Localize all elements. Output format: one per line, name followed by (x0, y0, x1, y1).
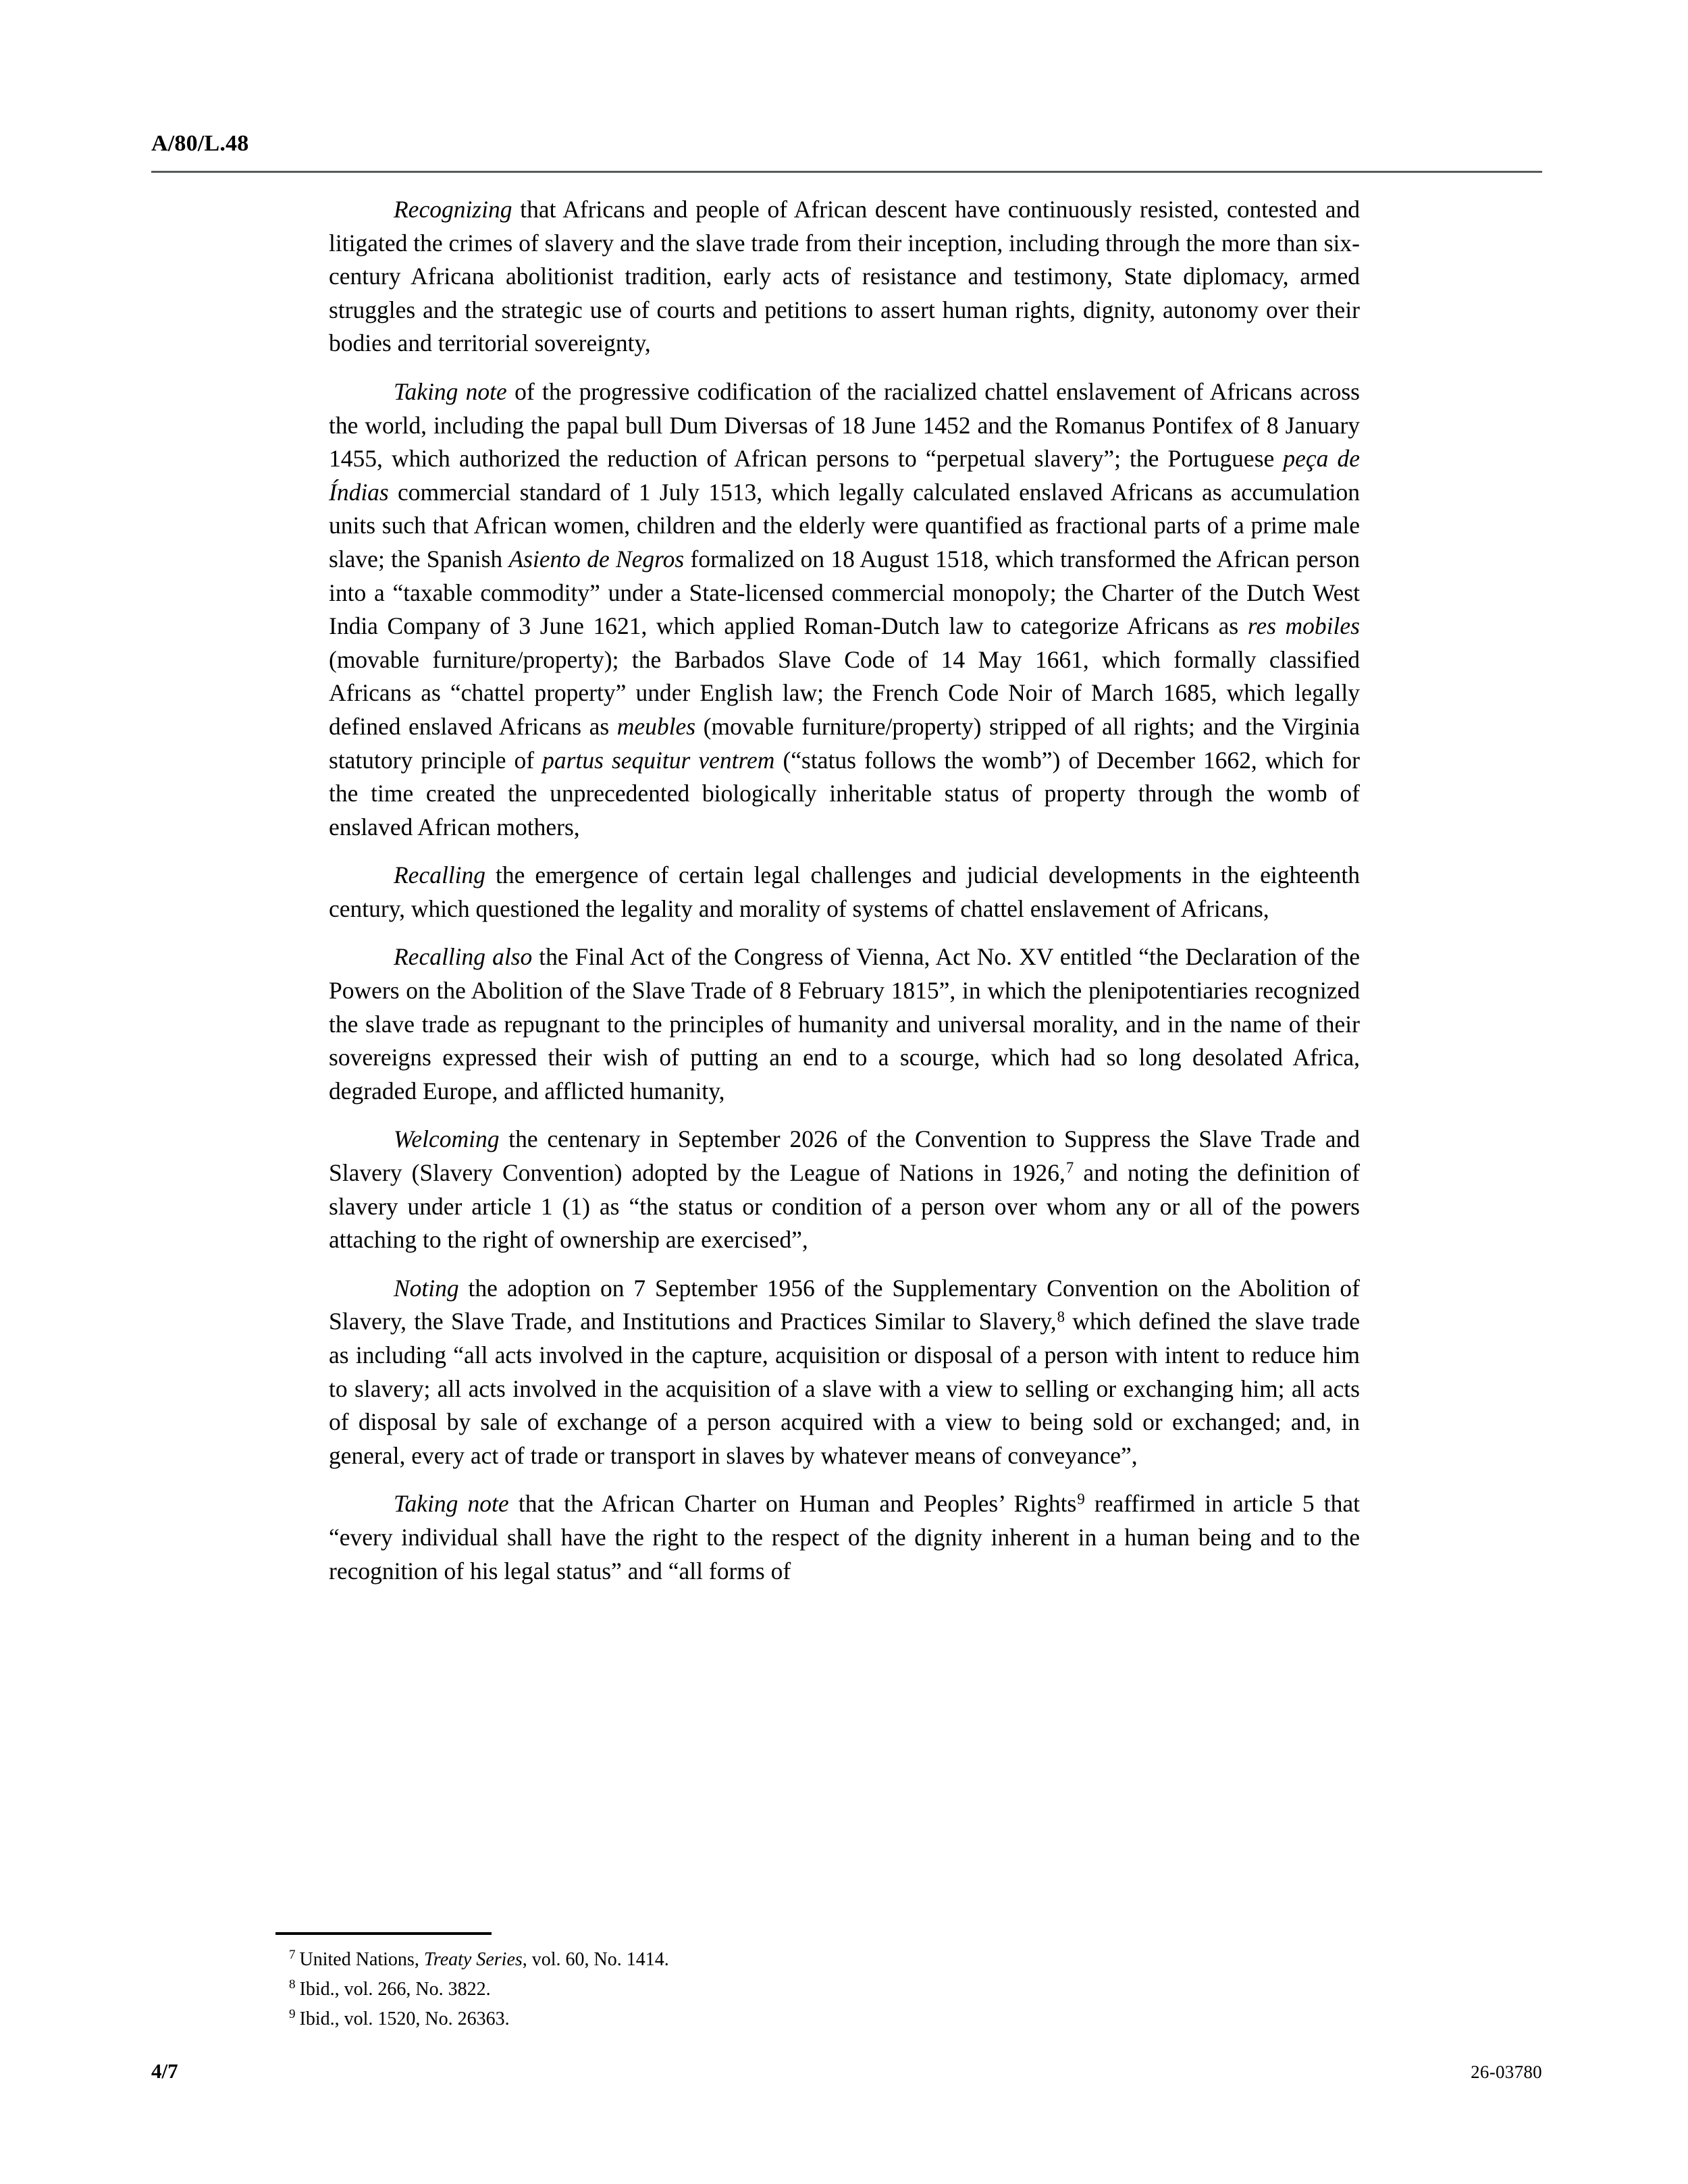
preambular-paragraph (329, 940, 1360, 1108)
preambular-paragraph (329, 1272, 1360, 1473)
text-run: that the African Charter on Human and Peoples’ Rights (508, 1490, 1077, 1518)
footnote (275, 1946, 1363, 1974)
italic-term: peça de Índias (329, 445, 1360, 506)
text-run: formalized on 18 August 1518, which transformed the African person into a “taxable commodity” under a State-licensed commercial monopoly; the Charter of the Dutch West India Company of 3 June 1621, which applied Roman-Dutch law to categorize Africans as (329, 545, 1360, 640)
page-footer (151, 2059, 1542, 2083)
body-text-column (329, 193, 1360, 1588)
footnote-area (275, 1932, 1363, 2035)
text-run: (movable furniture/property); the Barbados Slave Code of 14 May 1661, which formally classified Africans as “chattel property” under English law; the French Code Noir of March 1685, which legally defined enslaved Africans as (329, 645, 1360, 740)
text-run: the centenary in September 2026 of the Convention to Suppress the Slave Trade and Slavery (Slavery Convention) adopted by the League of Nations in 1926, (329, 1125, 1360, 1187)
text-run: United Nations, (299, 1949, 424, 1970)
text-run: (“status follows the womb”) of December 1662, which for the time created the unprecedented biologically inheritable status of property through the womb of enslaved African mothers, (329, 746, 1361, 841)
text-run: that Africans and people of African descent have continuously resisted, contested and litigated the crimes of slavery and the slave trade from their inception, including through the more than six-century Africana abolitionist tradition, early acts of resistance and testimony, State diplomacy, armed struggles and the strategic use of courts and petitions to assert human rights, dignity, autonomy over their bodies and territorial sovereignty, (329, 196, 1360, 357)
footnote (275, 2005, 1363, 2033)
text-run: , vol. 60, No. 1414. (522, 1949, 669, 1970)
text-run: the adoption on 7 September 1956 of the Supplementary Convention on the Abolition of Slavery, the Slave Trade, and Institutions and Practices Similar to Slavery, (329, 1274, 1360, 1335)
running-header (151, 132, 1542, 173)
footnote-reference[interactable]: 9 (1077, 1490, 1085, 1508)
paragraph-lead-in: Taking note (394, 377, 507, 405)
footnote-marker: 8 (289, 1977, 296, 1992)
paragraph-lead-in: Taking note (394, 1490, 509, 1518)
text-run: and noting the definition of slavery under article 1 (1) as “the status or condition of a person over whom any or all of the powers attaching to the right of ownership are exercised”, (329, 1159, 1360, 1254)
italic-term: res mobiles (1247, 612, 1360, 640)
footnote-divider (275, 1932, 492, 1935)
footnote-marker: 7 (289, 1948, 296, 1963)
preambular-paragraph (329, 1123, 1360, 1256)
italic-term: partus sequitur ventrem (542, 746, 775, 774)
italic-term: Asiento de Negros (508, 545, 685, 572)
header-divider (151, 171, 1542, 173)
paragraph-lead-in: Welcoming (394, 1125, 500, 1153)
text-run: of the progressive codification of the racialized chattel enslavement of Africans across the world, including the papal bull Dum Diversas of 18 June 1452 and the Romanus Pontifex of 8 January 1455, which authorized the reduction of African persons to “perpetual slavery”; the Portuguese (329, 377, 1360, 473)
paragraph-lead-in: Noting (394, 1274, 459, 1302)
preambular-paragraph (329, 193, 1360, 361)
footnote-marker: 9 (289, 2007, 296, 2022)
page-folio: 4/7 (151, 2059, 178, 2083)
italic-term: Treaty Series (423, 1949, 523, 1970)
text-run: Ibid., vol. 1520, No. 26363. (299, 2008, 510, 2029)
text-run: which defined the slave trade as including “all acts involved in the capture, acquisition or disposal of a person with intent to reduce him to slavery; all acts involved in the acquisition of a slave with a view to selling or exchanging him; all acts of disposal by sale of exchange of a person acquired with a view to being sold or exchanged; and, in general, every act of trade or transport in slaves by whatever means of conveyance”, (329, 1308, 1360, 1469)
text-run: Ibid., vol. 266, No. 3822. (299, 1979, 491, 2000)
text-run: commercial standard of 1 July 1513, which legally calculated enslaved Africans as accumulation units such that African women, children and the elderly were quantified as fractional parts of a prime male slave; the Spanish (329, 478, 1360, 572)
text-run: the emergence of certain legal challenges and judicial developments in the eighteenth century, which questioned the legality and morality of systems of chattel enslavement of Africans, (329, 861, 1360, 922)
preambular-paragraph (329, 1487, 1360, 1588)
text-run: (movable furniture/property) stripped of all rights; and the Virginia statutory principle of (329, 712, 1361, 774)
text-run: the Final Act of the Congress of Vienna, Act No. XV entitled “the Declaration of the Powers on the Abolition of the Slave Trade of 8 February 1815”, in which the plenipotentiaries recognized the slave trade as repugnant to the principles of humanity and universal morality, and in the name of their sovereigns expressed their wish of putting an end to a scourge, which had so long desolated Africa, degraded Europe, and afflicted humanity, (329, 943, 1360, 1104)
footnote-reference[interactable]: 8 (1057, 1308, 1065, 1325)
paragraph-lead-in: Recalling (394, 861, 486, 889)
italic-term: meubles (616, 712, 696, 740)
footnote-reference[interactable]: 7 (1065, 1159, 1074, 1177)
document-symbol: A/80/L.48 (151, 131, 249, 156)
preambular-paragraph (329, 859, 1360, 926)
footnote (275, 1975, 1363, 2004)
job-number: 26-03780 (1471, 2062, 1542, 2082)
preambular-paragraph (329, 375, 1360, 844)
text-run: reaffirmed in article 5 that “every individual shall have the right to the respect of the dignity inherent in a human being and to the recognition of his legal status” and “all forms of (329, 1490, 1360, 1584)
paragraph-lead-in: Recalling also (394, 943, 533, 971)
paragraph-lead-in: Recognizing (394, 196, 512, 223)
